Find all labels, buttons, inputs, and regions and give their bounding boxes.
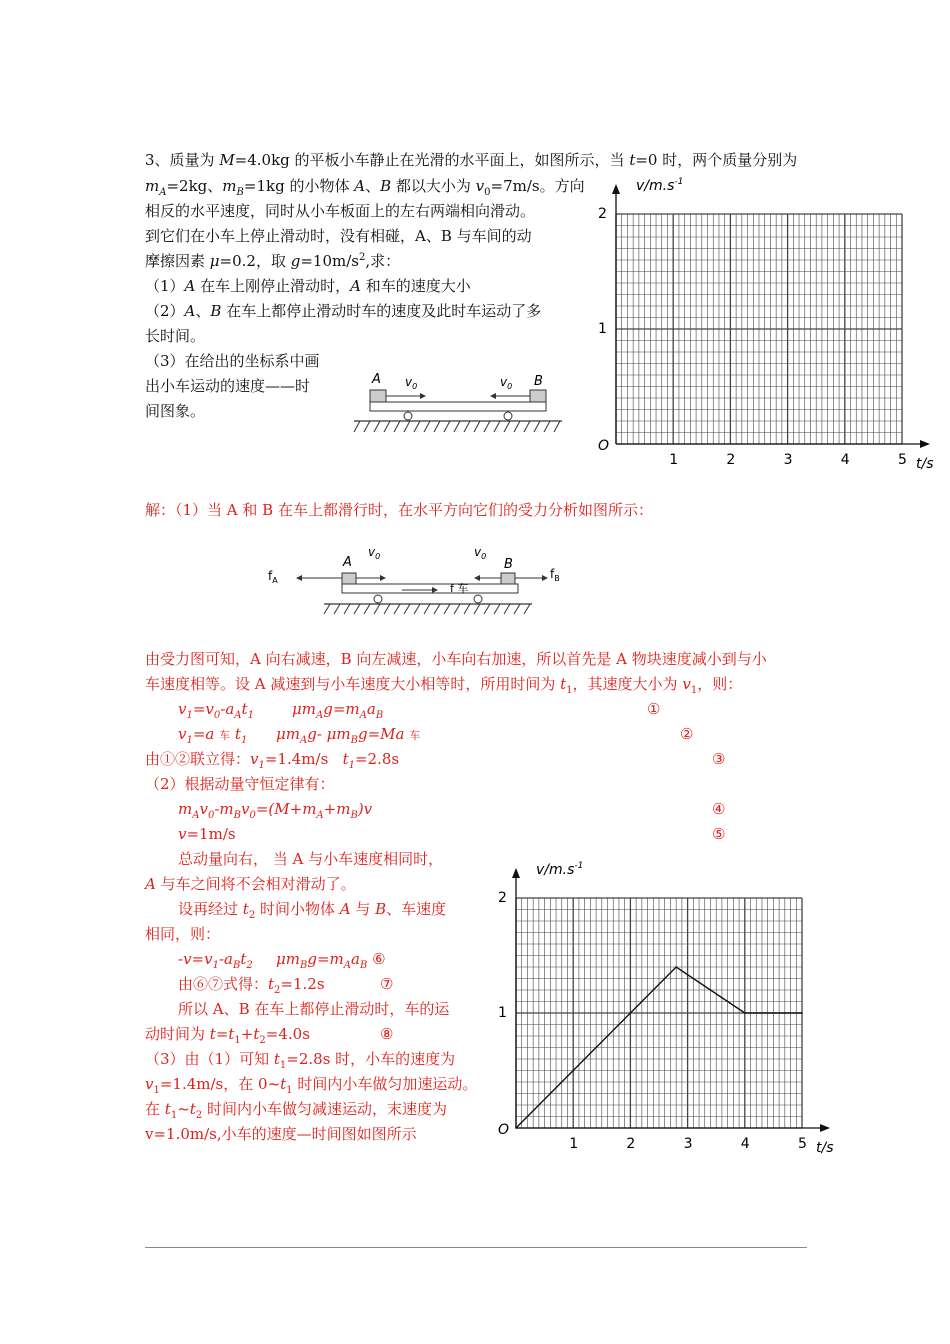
problem-line-3: 相反的水平速度，同时从小车板面上的左右两端相向滑动。 (145, 202, 536, 220)
cart-board (370, 402, 546, 411)
chart2-xtick-5: 5 (798, 1136, 807, 1152)
f-wheel-left (374, 595, 382, 603)
mark-3: ③ (712, 750, 726, 768)
f-block-b (501, 573, 515, 584)
chart1-origin-label: O (598, 438, 610, 454)
chart1-xtick-1: 1 (669, 452, 679, 468)
chart2-xtick-4: 4 (740, 1136, 750, 1152)
chart1-xtick-5: 5 (898, 452, 907, 468)
eq-6b: $\mu m_Bg=m_Aa_B$ ⑥ (276, 950, 386, 971)
eq-4: $m_Av_0-m_Bv_0=(M+m_A+m_B)v$ (178, 800, 373, 821)
problem-line-5: 摩擦因素 μ=0.2，取 $g=10m/s^2$,求： (145, 252, 401, 270)
chart2-origin-label: O (498, 1122, 510, 1138)
chart2-point-3 (801, 1012, 803, 1014)
chart2-xtick-2: 2 (626, 1136, 636, 1152)
eq-6: $-v=v_1-a_Bt_2$ (178, 950, 253, 971)
block-b (530, 390, 546, 402)
eq-2: $v_1=a$ 车 $t_1$ (178, 725, 248, 746)
solution-p6a: 所以 A、B 在车上都停止滑动时，车的运 (178, 1000, 450, 1018)
solution-p5a: 设再经过 $t_2$ 时间小物体 A 与 B、车速度 (178, 900, 447, 921)
mark-5: ⑤ (712, 825, 726, 843)
f-cart-board (342, 584, 518, 593)
solution-p1: 由受力图可知，A 向右减速，B 向左减速，小车向右加速，所以首先是 A 物块速度减小到与小 (145, 650, 767, 668)
f-label-a: A (343, 555, 352, 570)
chart1-xtick-4: 4 (840, 452, 850, 468)
solution-p4a: 总动量向右， 当 A 与小车速度相同时， (178, 850, 444, 868)
eq-1: $v_1=v_0-a_At_1$ (178, 700, 254, 721)
chart1-xtick-2: 2 (726, 452, 736, 468)
solution-p7d: v=1.0m/s,小车的速度—时间图如图所示 (145, 1125, 417, 1143)
problem-line-4: 到它们在小车上停止滑动时，没有相碰，A、B 与车间的动 (145, 227, 532, 245)
chart1-ytick-2: 2 (598, 206, 607, 222)
cart-wheel-left (404, 412, 412, 420)
eq-2b: $\mu m_Ag-$ $\mu m_Bg=Ma$ 车 (276, 725, 421, 746)
chart1-xlabel: t/s (916, 456, 934, 472)
eq-1b: $\mu m_Ag=m_Aa_B$ (292, 700, 384, 721)
solution-p7c: 在 $t_1\sim t_2$ 时间内小车做匀减速运动，末速度为 (145, 1100, 447, 1121)
solution-p2: 车速度相等。设 A 减速到与小车速度大小相等时，所用时间为 $t_1$，其速度大小为 $v_1$，则： (145, 675, 743, 696)
question-3b: 出小车运动的速度——时 (145, 377, 311, 395)
force-figure (262, 540, 572, 618)
solution-p7b: $v_1=1.4m/s$，在 $0\sim t_1$ 时间内小车做匀加速运动。 (145, 1075, 478, 1096)
chart2-ytick-2: 2 (498, 890, 507, 906)
mark-7: ⑦ (380, 975, 394, 993)
f-label-v0-right: $v_0$ (474, 545, 487, 561)
cart-wheel-right (504, 412, 512, 420)
eq-7: 由⑥⑦式得：$t_2=1.2s$ (178, 975, 325, 996)
f-wheel-right (474, 595, 482, 603)
f-block-a (342, 573, 356, 584)
eq-3: 由①②联立得：$v_1=1.4m/s$ $t_1=2.8s$ (145, 750, 400, 771)
chart1-x-arrow (920, 440, 930, 448)
solution-p6b: 动时间为 $t=t_1+t_2=4.0s$ (145, 1025, 310, 1046)
mark-2: ② (680, 725, 694, 743)
chart1-ylabel: $v/m.s^{-1}$ (636, 177, 684, 194)
mark-8: ⑧ (380, 1025, 394, 1043)
chart1-ytick-1: 1 (598, 321, 607, 337)
label-v0-left: $v_0$ (405, 375, 418, 391)
chart2-point-0 (515, 1127, 517, 1129)
chart2-ylabel: $v/m.s^{-1}$ (536, 861, 584, 878)
chart2-y-arrow (512, 868, 520, 878)
chart1-grid (616, 214, 902, 444)
label-fb: $f_B$ (550, 567, 560, 583)
label-fcar: f 车 (450, 582, 469, 595)
mark-4: ④ (712, 800, 726, 818)
block-a (370, 390, 386, 402)
solution-p5b: 相同，则： (145, 925, 221, 943)
solution-p4b: A 与车之间将不会相对滑动了。 (145, 875, 356, 893)
label-b: B (534, 374, 543, 389)
label-fa: $f_A$ (268, 569, 278, 585)
chart2-xtick-1: 1 (569, 1136, 579, 1152)
f-label-b: B (504, 557, 513, 572)
chart1-xtick-3: 3 (783, 452, 793, 468)
question-3a: （3）在给出的坐标系中画 (145, 352, 320, 370)
question-2a: （2）A、B 在车上都停止滑动时车的速度及此时车运动了多 (145, 302, 542, 320)
chart2-x-arrow (820, 1124, 830, 1132)
question-3c: 间图象。 (145, 402, 206, 420)
solution-p3: （2）根据动量守恒定律有： (145, 775, 335, 793)
eq-5: v=1m/s (178, 825, 236, 843)
chart1-y-arrow (612, 184, 620, 194)
problem-line-1: 3、质量为 M=4.0kg 的平板小车静止在光滑的水平面上，如图所示，当 t=0 时，两个质量分别为 (145, 151, 798, 169)
question-2b: 长时间。 (145, 327, 206, 345)
chart2-ytick-1: 1 (498, 1005, 507, 1021)
footer-rule (145, 1247, 807, 1248)
label-v0-right: $v_0$ (500, 375, 513, 391)
chart2-xlabel: t/s (816, 1140, 834, 1156)
label-a: A (372, 372, 381, 387)
chart2-point-1 (675, 966, 677, 968)
mark-1: ① (647, 700, 661, 718)
chart2-point-2 (744, 1012, 746, 1014)
solution-intro: 解：（1）当 A 和 B 在车上都滑行时，在水平方向它们的受力分析如图所示： (145, 501, 653, 519)
solution-p7a: （3）由（1）可知 $t_1=2.8s$ 时，小车的速度为 (145, 1050, 456, 1071)
blank-vt-chart (590, 176, 940, 476)
cart-figure (350, 366, 570, 438)
answer-vt-chart (490, 860, 840, 1160)
chart2-xtick-3: 3 (683, 1136, 693, 1152)
question-1: （1）A 在车上刚停止滑动时，A 和车的速度大小 (145, 277, 471, 295)
f-label-v0-left: $v_0$ (368, 545, 381, 561)
problem-line-2: $m_A=2kg$、$m_B=1kg$ 的小物体 A、B 都以大小为 $v_0=7m/s$。方向 (145, 177, 585, 198)
